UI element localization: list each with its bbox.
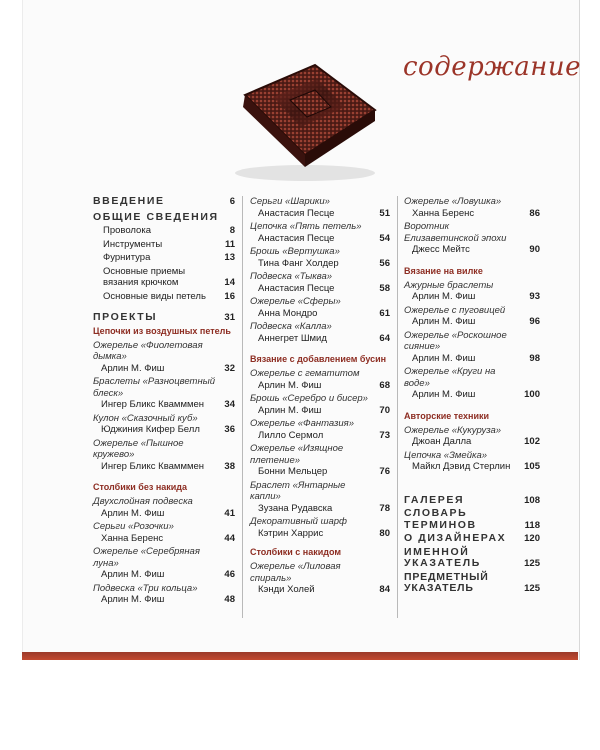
toc-entry[interactable]: Подвеска «Калла» Аннегрет Шмид 64 [250,321,390,344]
page-title: содержание [403,52,582,82]
toc-section-heading: Авторские техники [404,410,490,421]
toc-entry[interactable]: Ожерелье с пуговицей Арлин М. Фиш 96 [404,304,540,327]
toc-entry[interactable]: Цепочка «Пять петель» Анастасия Песце 54 [250,221,390,244]
toc-entry[interactable]: Ожерелье «Пышное кружево» Ингер Бликс Квамммен 38 [93,437,235,472]
toc-entry[interactable]: Брошь «Вертушка» Тина Фанг Холдер 56 [250,246,390,269]
toc-entry-subject-index[interactable]: ПРЕДМЕТНЫЙ УКАЗАТЕЛЬ 125 [404,570,540,594]
toc-entry-projects[interactable]: ПРОЕКТЫ 31 [93,311,235,323]
toc-entry[interactable]: Ожерелье с гематитом Арлин М. Фиш 68 [250,368,390,391]
toc-entry[interactable]: Основные приемы вязания крючком 14 [103,265,235,288]
toc-entry[interactable]: Фурнитура 13 [103,252,235,263]
toc-entry[interactable]: Подвеска «Три кольца» Арлин М. Фиш 48 [93,582,235,605]
toc-entry[interactable]: Ожерелье «Ловушка» Ханна Беренс 86 [404,196,540,219]
toc-entry-name-index[interactable]: ИМЕННОЙ УКАЗАТЕЛЬ 125 [404,545,540,569]
toc-entry[interactable]: Основные виды петель 16 [103,290,235,302]
toc-entry[interactable]: Проволока 8 [103,225,235,236]
column-divider [242,196,243,618]
toc-section-heading: Столбики с накидом [250,547,342,557]
toc-entry[interactable]: Ожерелье «Изящное плетение» Бонни Мельцер 76 [250,443,390,477]
toc-entry-glossary[interactable]: СЛОВАРЬ ТЕРМИНОВ 118 [404,507,540,531]
toc-entry[interactable]: Ажурные браслеты Арлин М. Фиш 93 [404,279,540,302]
toc-column-3 [404,196,540,597]
toc-entry[interactable]: Ожерелье «Круги на воде» Арлин М. Фиш 100 [404,366,540,400]
toc-entry[interactable]: Двухслойная подвеска Арлин М. Фиш 41 [93,496,235,519]
toc-section-heading: Цепочки из воздушных петель [93,325,231,336]
toc-entry[interactable]: Подвеска «Тыква» Анастасия Песце 58 [250,271,390,294]
toc-entry[interactable]: Ожерелье «Фантазия» Лилло Сермол 73 [250,418,390,441]
toc-entry[interactable]: Инструменты 11 [103,238,235,250]
toc-column-1 [93,196,235,608]
column-divider [397,196,398,618]
toc-entry[interactable]: Кулон «Сказочный куб» Юджиния Кифер Белл 36 [93,412,235,435]
toc-entry[interactable]: Ожерелье «Роскошное сияние» Арлин М. Фиш 98 [404,329,540,364]
toc-entry[interactable]: Ожерелье «Лиловая спираль» Кэнди Холей 84 [250,561,390,595]
toc-entry-designers[interactable]: О ДИЗАЙНЕРАХ 120 [404,532,540,544]
page-bottom-band [22,652,578,660]
toc-column-2 [250,196,390,598]
toc-entry[interactable]: Ожерелье «Серебряная луна» Арлин М. Фиш 46 [93,546,235,580]
toc-entry[interactable]: Ожерелье «Сферы» Анна Мондро 61 [250,296,390,319]
toc-entry-intro[interactable]: ВВЕДЕНИЕ 6 [93,195,235,207]
toc-entry[interactable]: Ожерелье «Фиолетовая дымка» Арлин М. Фиш 32 [93,339,235,374]
toc-entry[interactable]: Браслеты «Разноцветный блеск» Ингер Бликс Квамммен 34 [93,376,235,410]
toc-heading-general: ОБЩИЕ СВЕДЕНИЯ [93,210,219,223]
toc-entry-gallery[interactable]: ГАЛЕРЕЯ 108 [404,493,540,506]
toc-entry[interactable]: Цепочка «Змейка» Майкл Дэвид Стерлин 105 [404,449,540,472]
toc-entry[interactable]: Ожерелье «Кукуруза» Джоан Далла 102 [404,424,540,447]
toc-entry[interactable]: Серьги «Розочки» Ханна Беренс 44 [93,521,235,544]
toc-entry[interactable]: Воротник Елизаветинской эпохи Джесс Мейтс 90 [404,221,540,255]
toc-section-heading: Вязание с добавлением бусин [250,354,387,364]
toc-section-heading: Вязание на вилке [404,265,483,276]
toc-section-heading: Столбики без накида [93,482,188,492]
toc-entry[interactable]: Серьги «Шарики» Анастасия Песце 51 [250,196,390,219]
toc-entry[interactable]: Брошь «Серебро и бисер» Арлин М. Фиш 70 [250,393,390,416]
toc-entry[interactable]: Декоративный шарф Кэтрин Харрис 80 [250,516,390,539]
beaded-square-image [195,55,405,185]
toc-entry[interactable]: Браслет «Янтарные капли» Зузана Рудавска 78 [250,479,390,514]
